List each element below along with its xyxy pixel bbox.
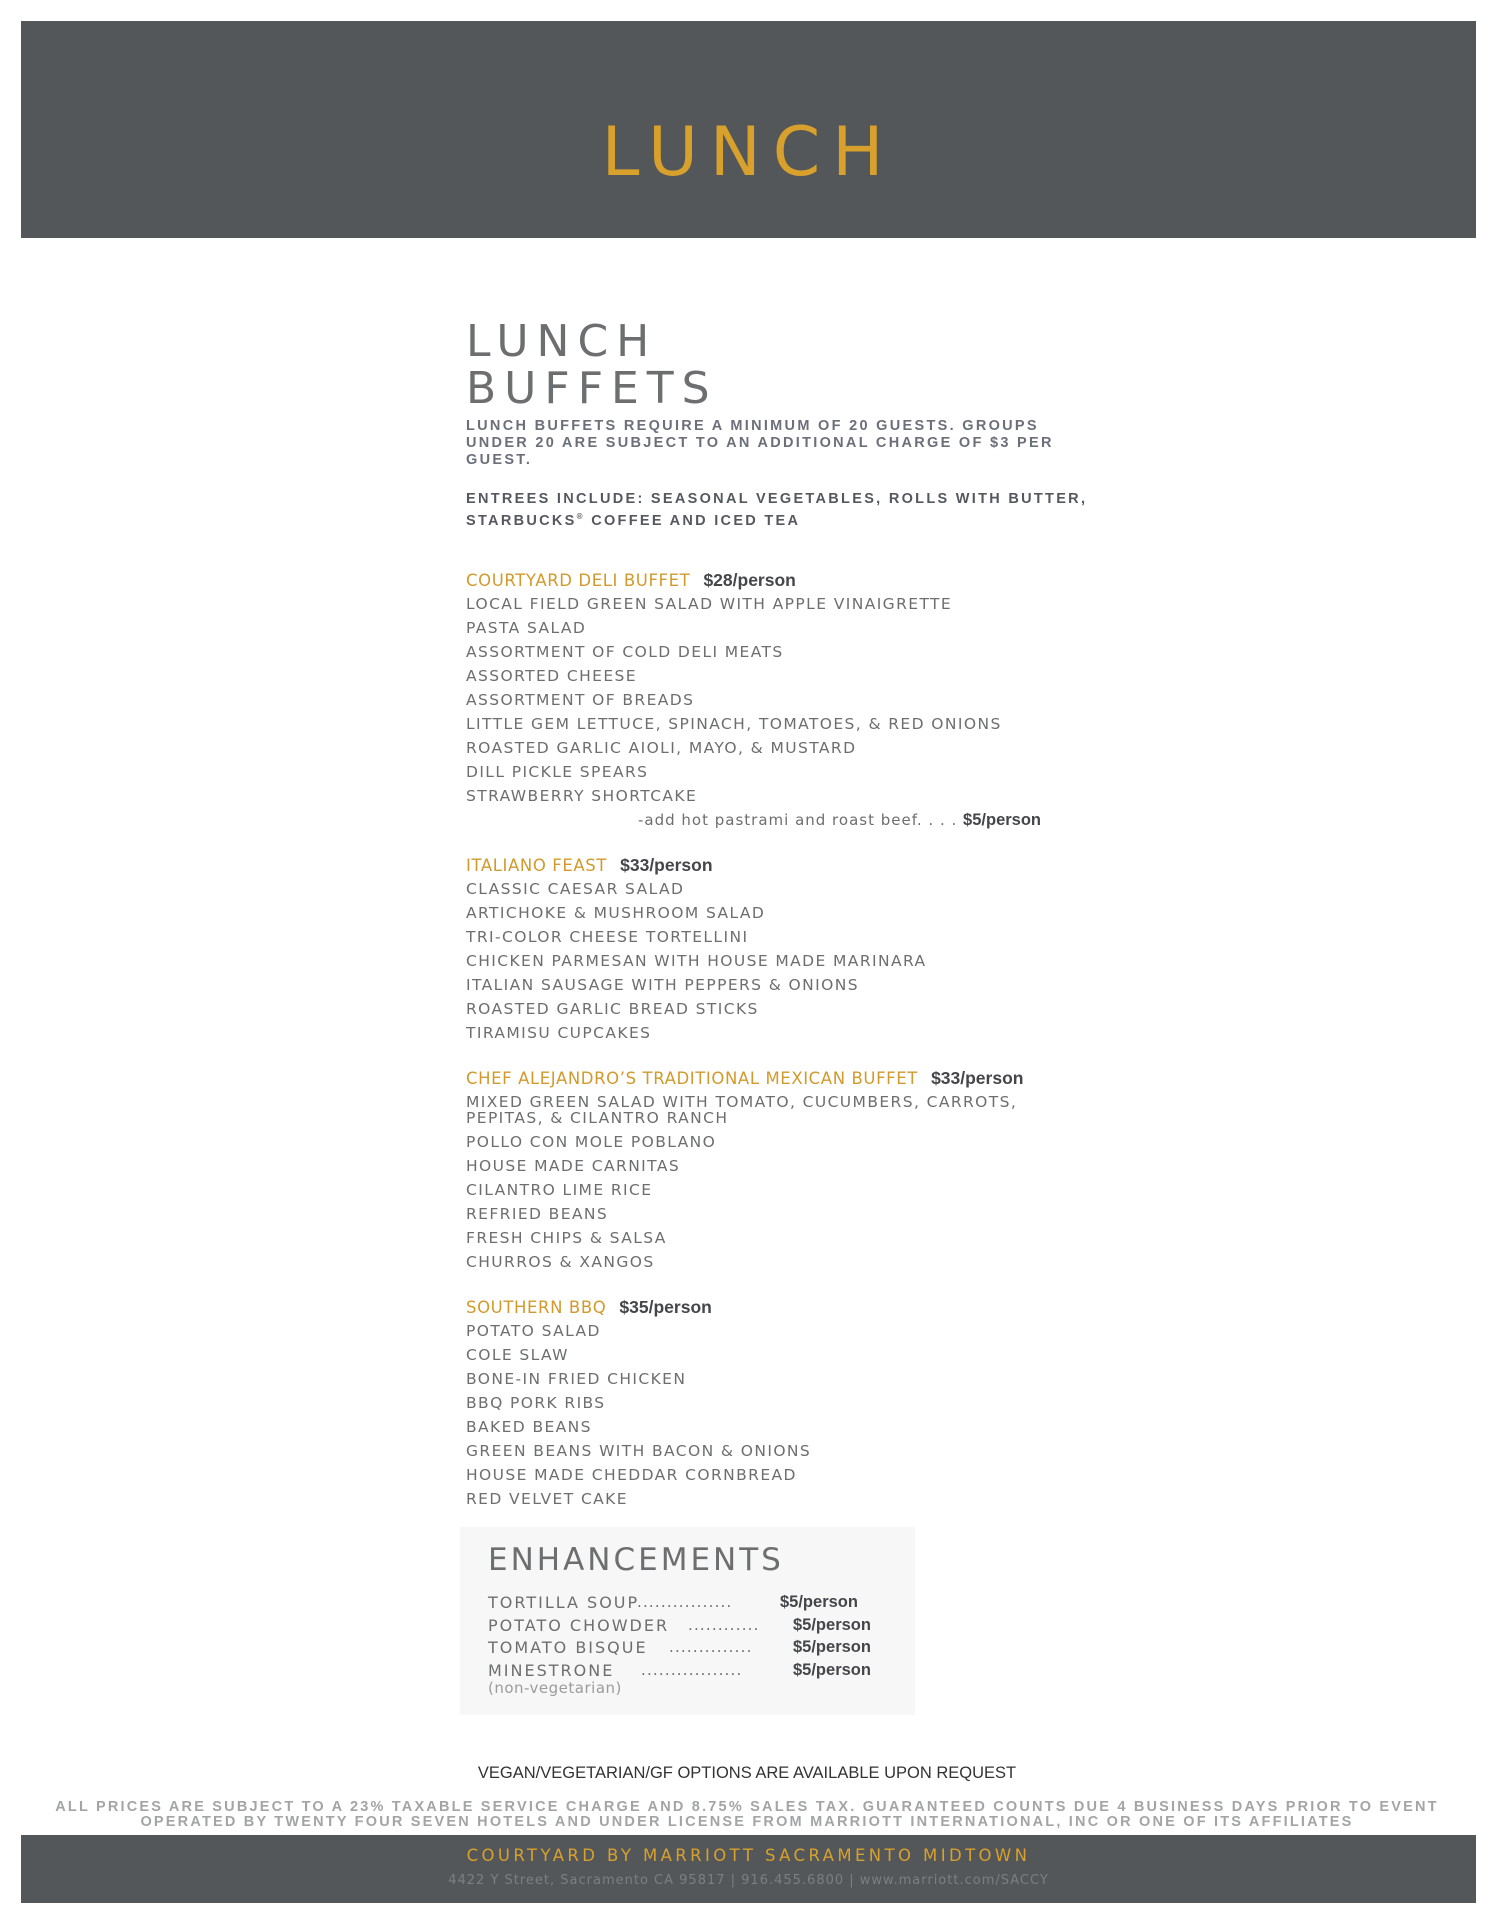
enhancement-name: MINESTRONE xyxy=(488,1660,615,1680)
section-header xyxy=(466,1067,1106,1090)
hotel-brand: COURTYARD BY MARRIOTT SACRAMENTO MIDTOWN xyxy=(466,1846,1031,1865)
menu-item: ASSORTMENT OF COLD DELI MEATS xyxy=(466,642,784,661)
menu-item: LITTLE GEM LETTUCE, SPINACH, TOMATOES, & RED ONIONS xyxy=(466,714,1002,733)
entrees-line2-prefix: STARBUCKS xyxy=(466,512,577,529)
menu-item: REFRIED BEANS xyxy=(466,1204,609,1223)
dot-leader: ................ xyxy=(637,1593,733,1611)
menu-item: COLE SLAW xyxy=(466,1345,569,1364)
dot-leader: .............. xyxy=(669,1638,753,1656)
section-name: SOUTHERN BBQ xyxy=(466,1297,607,1317)
section-header xyxy=(466,1296,1106,1319)
menu-item: PASTA SALAD xyxy=(466,618,587,637)
menu-item: TRI-COLOR CHEESE TORTELLINI xyxy=(466,927,749,946)
menu-item: POTATO SALAD xyxy=(466,1321,601,1340)
registered-mark: ® xyxy=(576,512,585,521)
banner-title: LUNCH xyxy=(601,113,896,192)
menu-item: FRESH CHIPS & SALSA xyxy=(466,1228,667,1247)
italiano-feast-section xyxy=(466,854,1106,1045)
section-name: ITALIANO FEAST xyxy=(466,855,608,875)
menu-item: CLASSIC CAESAR SALAD xyxy=(466,879,685,898)
menu-item: CHICKEN PARMESAN WITH HOUSE MADE MARINARA xyxy=(466,951,927,970)
entrees-line1: ENTREES INCLUDE: SEASONAL VEGETABLES, ROLLS WITH BUTTER, xyxy=(466,491,1088,507)
menu-item: STRAWBERRY SHORTCAKE xyxy=(466,786,698,805)
enhancement-price: $5/person xyxy=(793,1660,871,1679)
deli-buffet-section xyxy=(466,569,1106,832)
menu-item: HOUSE MADE CARNITAS xyxy=(466,1156,681,1175)
minestrone-note: (non-vegetarian) xyxy=(488,1679,622,1697)
enhancement-item xyxy=(488,1637,898,1660)
page-title-line1: LUNCH xyxy=(466,316,658,367)
southern-bbq-section xyxy=(466,1296,1106,1511)
enhancement-name: TORTILLA SOUP xyxy=(488,1593,640,1612)
license-disclaimer: OPERATED BY TWENTY FOUR SEVEN HOTELS AND UNDER LICENSE FROM MARRIOTT INTERNATIONAL, INC OR ONE OF ITS AFFILIATES xyxy=(140,1814,1354,1830)
menu-item: BAKED BEANS xyxy=(466,1417,592,1436)
menu-item: CHURROS & XANGOS xyxy=(466,1252,655,1271)
entrees-include-note xyxy=(466,491,1106,530)
addon-line xyxy=(466,808,1106,832)
menu-item: ROASTED GARLIC AIOLI, MAYO, & MUSTARD xyxy=(466,738,857,757)
page-title-line2: BUFFETS xyxy=(466,363,718,414)
enhancement-item xyxy=(488,1592,898,1615)
menu-item: GREEN BEANS WITH BACON & ONIONS xyxy=(466,1441,812,1460)
menu-item: ITALIAN SAUSAGE WITH PEPPERS & ONIONS xyxy=(466,975,859,994)
menu-item: TIRAMISU CUPCAKES xyxy=(466,1023,652,1042)
enhancement-price: $5/person xyxy=(780,1593,858,1611)
menu-item: BBQ PORK RIBS xyxy=(466,1393,606,1412)
mexican-buffet-section xyxy=(466,1067,1106,1274)
menu-item: CILANTRO LIME RICE xyxy=(466,1180,653,1199)
section-price: $35/person xyxy=(619,1296,712,1317)
header-banner xyxy=(21,21,1476,238)
menu-item: RED VELVET CAKE xyxy=(466,1489,628,1508)
section-header xyxy=(466,569,1106,592)
footer-banner xyxy=(21,1835,1476,1903)
menu-item: MIXED GREEN SALAD WITH TOMATO, CUCUMBERS, CARROTS, PEPITAS, & CILANTRO RANCH xyxy=(466,1092,1018,1127)
addon-text: -add hot pastrami and roast beef. . . . xyxy=(638,810,964,829)
section-name: COURTYARD DELI BUFFET xyxy=(466,570,691,590)
section-name: CHEF ALEJANDRO’S TRADITIONAL MEXICAN BUFFET xyxy=(466,1068,918,1088)
minimum-guests-note: LUNCH BUFFETS REQUIRE A MINIMUM OF 20 GUESTS. GROUPS UNDER 20 ARE SUBJECT TO AN ADDITIONAL CHARGE OF $3 PER GUEST. xyxy=(466,418,1054,468)
menu-item: ROASTED GARLIC BREAD STICKS xyxy=(466,999,759,1018)
enhancement-item xyxy=(488,1615,898,1638)
enhancement-name: TOMATO BISQUE xyxy=(488,1638,648,1657)
menu-item: DILL PICKLE SPEARS xyxy=(466,762,649,781)
menu-item: ASSORTED CHEESE xyxy=(466,666,637,685)
menu-item: BONE-IN FRIED CHICKEN xyxy=(466,1369,687,1388)
dietary-options-note: VEGAN/VEGETARIAN/GF OPTIONS ARE AVAILABLE UPON REQUEST xyxy=(477,1764,1017,1782)
pricing-disclaimer: ALL PRICES ARE SUBJECT TO A 23% TAXABLE SERVICE CHARGE AND 8.75% SALES TAX. GUARANTEED COUNTS DUE 4 BUSINESS DAYS PRIOR TO EVENT xyxy=(55,1799,1439,1815)
dot-leader: ............ xyxy=(688,1615,760,1634)
menu-item: ASSORTMENT OF BREADS xyxy=(466,690,695,709)
section-price: $33/person xyxy=(931,1067,1024,1088)
section-price: $33/person xyxy=(620,854,713,875)
menu-item: POLLO CON MOLE POBLANO xyxy=(466,1132,717,1151)
page-title xyxy=(466,318,1106,412)
enhancement-price: $5/person xyxy=(793,1615,871,1634)
enhancement-price: $5/person xyxy=(793,1638,871,1656)
dot-leader: ................. xyxy=(641,1660,743,1679)
menu-item: ARTICHOKE & MUSHROOM SALAD xyxy=(466,903,766,922)
section-price: $28/person xyxy=(703,569,796,590)
entrees-line2-suffix: COFFEE AND ICED TEA xyxy=(584,512,801,529)
enhancements-title: ENHANCEMENTS xyxy=(488,1542,784,1578)
enhancements-list xyxy=(488,1592,898,1682)
section-header xyxy=(466,854,1106,877)
lunch-buffets-content xyxy=(466,318,1106,1511)
hotel-contact: 4422 Y Street, Sacramento CA 95817 | 916.455.6800 | www.marriott.com/SACCY xyxy=(448,1873,1049,1888)
menu-item: LOCAL FIELD GREEN SALAD WITH APPLE VINAIGRETTE xyxy=(466,594,953,613)
menu-item: HOUSE MADE CHEDDAR CORNBREAD xyxy=(466,1465,797,1484)
enhancements-box xyxy=(460,1527,915,1715)
enhancement-name: POTATO CHOWDER xyxy=(488,1615,670,1635)
addon-price: $5/person xyxy=(963,810,1041,829)
